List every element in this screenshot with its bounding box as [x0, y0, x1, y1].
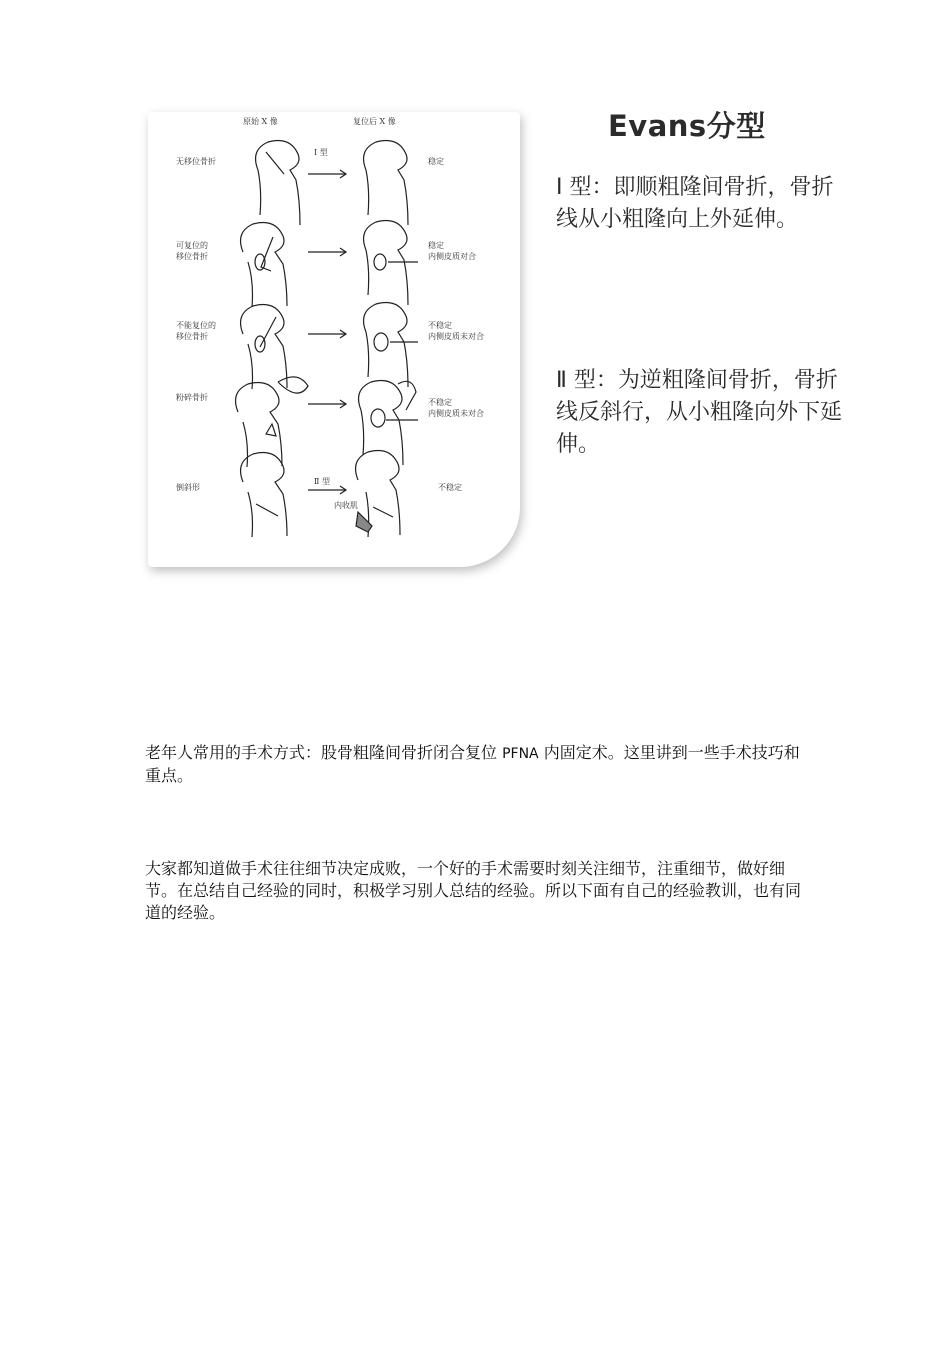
pfna-term: PFNA [502, 746, 539, 762]
type1-description: Ⅰ 型：即顺粗隆间骨折，骨折线从小粗隆向上外延伸。 [556, 175, 834, 232]
row-label-irreducible: 不能复位的 移位骨折 [176, 321, 216, 341]
column-heading-original: 原始 X 像 [243, 117, 278, 126]
paragraph-surgery-method [145, 742, 805, 787]
row-label-reverse-oblique: 倒斜形 [176, 483, 200, 492]
row-label-reducible: 可复位的 移位骨折 [176, 241, 208, 261]
row-result-stable: 稳定 [428, 157, 444, 166]
paragraph-details-matter: 大家都知道做手术往往细节决定成败，一个好的手术需要时刻关注细节，注重细节，做好细节。在总结自己经验的同时，积极学习别人总结的经验。所以下面有自己的经验教训，也有同道的经验。 [145, 859, 802, 922]
column-heading-reduced: 复位后 X 像 [353, 117, 396, 126]
row-label-undisplaced: 无移位骨折 [176, 157, 216, 166]
paragraph-1-part-a: 老年人常用的手术方式：股骨粗隆间骨折闭合复位 [145, 743, 503, 762]
row-result-irreducible: 不稳定 内侧皮质未对合 [428, 321, 484, 341]
type2-description: Ⅱ 型：为逆粗隆间骨折，骨折线反斜行，从小粗隆向外下延伸。 [556, 368, 843, 457]
evans-classification-figure [140, 109, 843, 580]
row-result-reverse-oblique: 不稳定 [438, 483, 462, 492]
arrow-label-type2: Ⅱ 型 [314, 477, 330, 486]
fracture-diagram-panel [148, 112, 520, 567]
row-result-reducible: 稳定 内侧皮质对合 [428, 241, 476, 261]
row-label-comminuted: 粉碎骨折 [176, 393, 208, 402]
adductor-label: 内收肌 [334, 501, 358, 510]
arrow-label-type1: Ⅰ 型 [314, 148, 328, 157]
evans-title: Evans分型 [608, 109, 766, 143]
row-result-comminuted: 不稳定 内侧皮质未对合 [428, 398, 484, 418]
paragraph-1-part-b: 内固定术。这里讲到一些手术技巧和重点。 [145, 743, 800, 785]
